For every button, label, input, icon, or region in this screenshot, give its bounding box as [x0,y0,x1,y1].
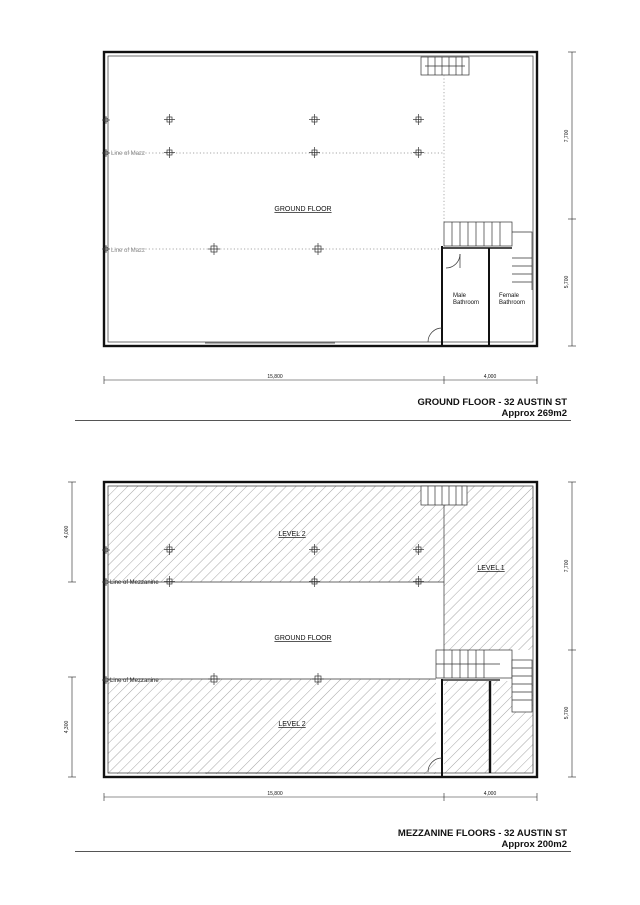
ground-floor-title-block [417,397,567,419]
stair-top [421,57,469,75]
ground-dimension-lines [104,52,576,384]
mezz-dim-width-side: 4,000 [483,791,497,797]
line-of-mezzanine-label-1: Line of Mezzanine [110,580,159,586]
ground-floor-title: GROUND FLOOR - 32 AUSTIN ST [417,397,567,408]
mezzanine-area: Approx 200m2 [501,839,567,850]
line-of-mezzanine-label-2: Line of Mezzanine [110,678,159,684]
mezz-dim-height-top: 7,700 [564,559,570,573]
ground-floor-area: Approx 269m2 [501,408,567,419]
ground-dim-height-bottom: 5,700 [564,275,570,289]
male-bathroom-label-line2: Bathroom [453,300,480,306]
mezzanine-floor-plan [64,482,576,801]
hatch-level2-lower [108,679,436,774]
ground-title-rule [75,420,571,421]
ground-dim-width-main: 15,800 [267,374,283,380]
line-of-mazz-label-2: Line of Mazz [111,248,146,254]
mezz-stair-top [421,486,467,505]
line-of-mazz-label-1: Line of Mazz [111,151,146,157]
female-bathroom-label-line2: Bathroom [499,300,526,306]
ground-dim-width-side: 4,000 [483,374,497,380]
mezz-dim-height-bottom: 5,700 [564,706,570,720]
mezz-dim-left-top: 4,000 [64,525,70,539]
ground-dim-height-top: 7,700 [564,129,570,143]
level2-bottom-label: LEVEL 2 [278,721,306,728]
ground-floor-plan [102,52,576,384]
level2-top-label: LEVEL 2 [278,531,306,538]
mezz-dim-left-bottom: 4,300 [64,720,70,734]
mezzanine-title-rule [75,851,571,852]
male-bathroom-label-line1: Male [453,293,467,299]
mezz-dim-width-main: 15,800 [267,791,283,797]
hatch-level2-level1 [108,486,533,650]
level1-label: LEVEL 1 [477,565,505,572]
ground-floor-label: GROUND FLOOR [274,206,332,213]
hatch-bath-1 [444,681,489,773]
mezzanine-title: MEZZANINE FLOORS - 32 AUSTIN ST [397,828,567,839]
female-bathroom-label-line1: Female [499,293,520,299]
mezz-ground-floor-label: GROUND FLOOR [274,635,332,642]
mezzanine-title-block [398,828,567,850]
column-markers [102,114,424,255]
